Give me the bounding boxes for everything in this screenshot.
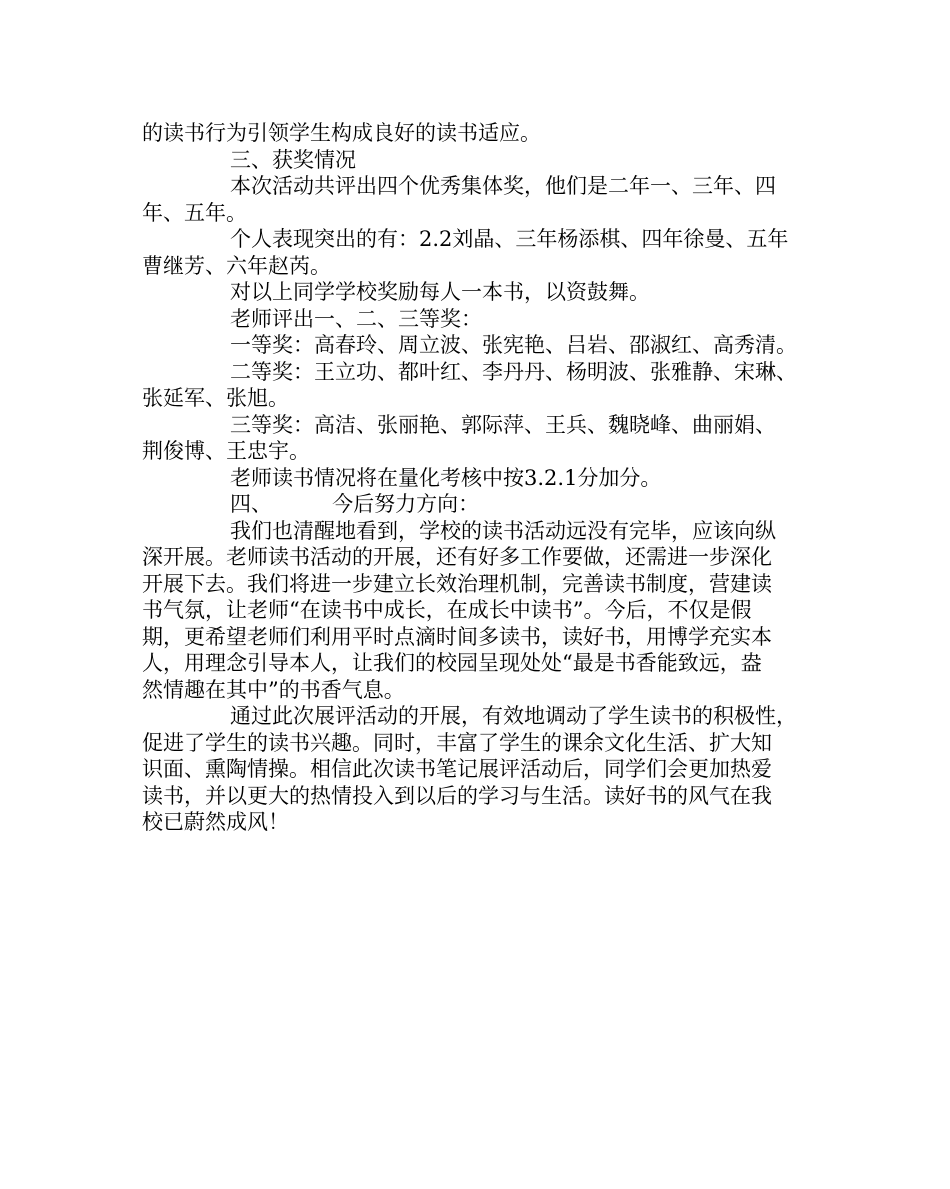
text-line: 校已蔚然成风！ xyxy=(142,810,289,834)
text-line: 个人表现突出的有：2.2刘晶、三年杨添棋、四年徐曼、五年 xyxy=(230,227,789,251)
text-line: 开展下去。我们将进一步建立长效治理机制，完善读书制度，营建读 xyxy=(142,571,772,596)
text-line: 然情趣在其中”的书香气息。 xyxy=(142,677,405,702)
text-line: 人，用理念引导本人，让我们的校园呈现处处“最是书香能致远，盎 xyxy=(142,651,762,675)
text-line: 年、五年。 xyxy=(142,200,247,225)
section-heading-future: 四、 今后努力方向： xyxy=(230,492,480,516)
text-line: 的读书行为引领学生构成良好的读书适应。 xyxy=(142,121,541,145)
text-line: 促进了学生的读书兴趣。同时，丰富了学生的课余文化生活、扩大知 xyxy=(142,730,772,755)
document-page xyxy=(142,120,822,836)
text-line: 书气氛，让老师“在读书中成长，在成长中读书”。今后，不仅是假 xyxy=(142,598,752,622)
text-line: 一等奖：高春玲、周立波、张宪艳、吕岩、邵淑红、高秀清。 xyxy=(230,333,797,357)
text-line: 期，更希望老师们利用平时点滴时间多读书，读好书，用博学充实本 xyxy=(142,624,772,649)
text-line: 深开展。老师读书活动的开展，还有好多工作要做，还需进一步深化 xyxy=(142,545,772,569)
text-line: 识面、熏陶情操。相信此次读书笔记展评活动后，同学们会更加热爱 xyxy=(142,757,772,781)
text-line: 曹继芳、六年赵芮。 xyxy=(142,253,331,278)
text-line: 张延军、张旭。 xyxy=(142,386,289,410)
text-line: 通过此次展评活动的开展，有效地调动了学生读书的积极性， xyxy=(230,704,797,728)
text-line: 二等奖：王立功、都叶红、李丹丹、杨明波、张雅静、宋琳、 xyxy=(230,359,797,384)
text-line: 老师评出一、二、三等奖： xyxy=(230,306,482,331)
text-line: 荆俊博、王忠宇。 xyxy=(142,439,310,463)
text-line: 老师读书情况将在量化考核中按3.2.1分加分。 xyxy=(230,465,662,490)
text-line: 我们也清醒地看到，学校的读书活动远没有完毕，应该向纵 xyxy=(230,518,776,543)
text-line: 本次活动共评出四个优秀集体奖，他们是二年一、三年、四 xyxy=(230,174,776,198)
section-heading-awards: 三、获奖情况 xyxy=(230,147,356,172)
text-line: 对以上同学学校奖励每人一本书，以资鼓舞。 xyxy=(230,280,650,304)
text-line: 三等奖：高洁、张丽艳、郭际萍、王兵、魏晓峰、曲丽娟、 xyxy=(230,412,776,437)
text-line: 读书，并以更大的热情投入到以后的学习与生活。读好书的风气在我 xyxy=(142,783,772,808)
